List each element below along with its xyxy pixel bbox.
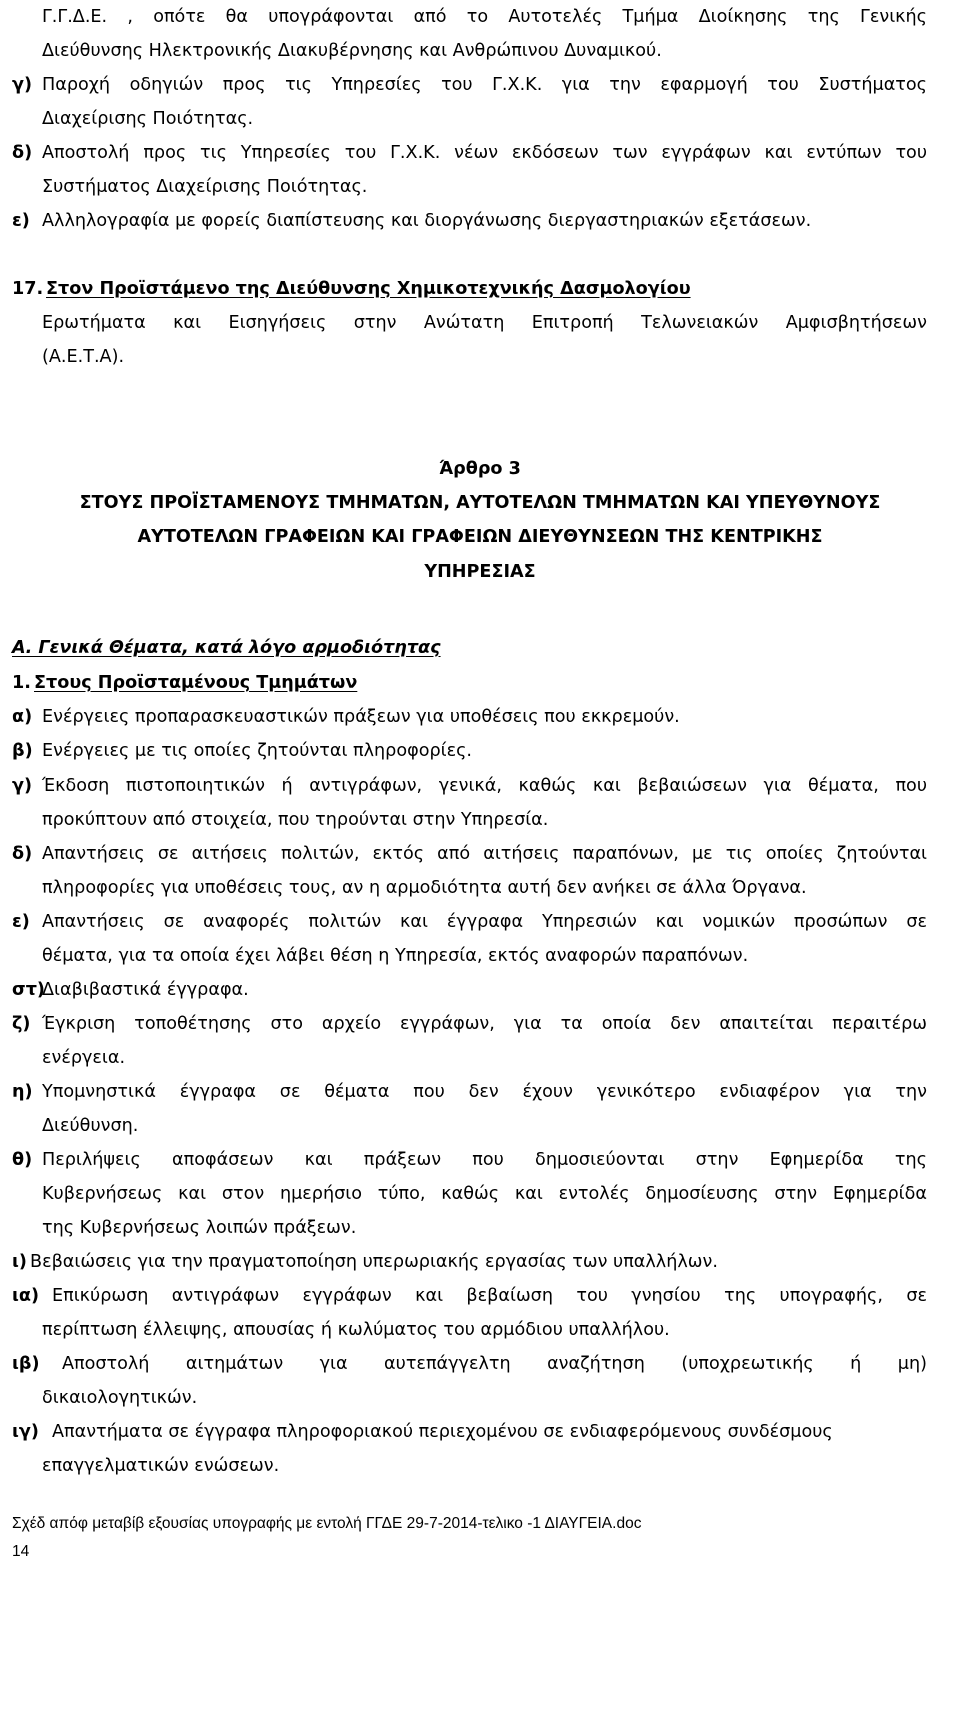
paragraph-line: προκύπτουν από στοιχεία, που τηρούνται στην Υπηρεσία. xyxy=(42,810,549,830)
article-subtitle: ΑΥΤΟΤΕΛΩΝ ΓΡΑΦΕΙΩΝ ΚΑΙ ΓΡΑΦΕΙΩΝ ΔΙΕΥΘΥΝΣΕΩΝ ΤΗΣ ΚΕΝΤΡΙΚΗΣ xyxy=(137,527,823,547)
paragraph-line: Έκδοση πιστοποιητικών ή αντιγράφων, γενικά, καθώς και βεβαιώσεων για θέματα, που xyxy=(42,776,927,796)
paragraph-line: Ερωτήματα και Εισηγήσεις στην Ανώτατη Επιτροπή Τελωνειακών Αμφισβητήσεων xyxy=(42,313,927,333)
item-label: η) xyxy=(12,1082,33,1102)
item-label: στ) xyxy=(12,980,45,1000)
item-label: ιβ) xyxy=(12,1354,40,1374)
item-label: ια) xyxy=(12,1286,39,1306)
paragraph-line: Κυβερνήσεως και στον ημερήσιο τύπο, καθώς και εντολές δημοσίευσης στην Εφημερίδα xyxy=(42,1184,927,1204)
paragraph-line: Απαντήματα σε έγγραφα πληροφοριακού περιεχομένου σε ενδιαφερόμενους συνδέσμους xyxy=(52,1422,833,1442)
paragraph-line: Περιλήψεις αποφάσεων και πράξεων που δημοσιεύονται στην Εφημερίδα της xyxy=(42,1150,927,1170)
paragraph-line: ενέργεια. xyxy=(42,1048,126,1068)
item-label: ιγ) xyxy=(12,1422,39,1442)
article-subtitle: ΥΠΗΡΕΣΙΑΣ xyxy=(424,562,536,582)
item-label: β) xyxy=(12,741,33,761)
item-label: δ) xyxy=(12,844,33,864)
item-label: ε) xyxy=(12,211,30,231)
section-heading: Α. Γενικά Θέματα, κατά λόγο αρμοδιότητας xyxy=(12,638,441,658)
paragraph-line: της Κυβερνήσεως λοιπών πράξεων. xyxy=(42,1218,357,1238)
paragraph-line: Επικύρωση αντιγράφων εγγράφων και βεβαίωση του γνησίου της υπογραφής, σε xyxy=(52,1286,927,1306)
item-label: ζ) xyxy=(12,1014,31,1034)
item-label: γ) xyxy=(12,776,33,796)
item-label: δ) xyxy=(12,143,33,163)
paragraph-line: Έγκριση τοποθέτησης στο αρχείο εγγράφων, για τα οποία δεν απαιτείται περαιτέρω xyxy=(42,1014,927,1034)
paragraph-line: Διεύθυνσης Ηλεκτρονικής Διακυβέρνησης και Ανθρώπινου Δυναμικού. xyxy=(42,41,662,61)
paragraph-line: Συστήματος Διαχείρισης Ποιότητας. xyxy=(42,177,368,197)
article-title: Άρθρο 3 xyxy=(439,459,521,479)
item-label: α) xyxy=(12,707,33,727)
paragraph-line: θέματα, για τα οποία έχει λάβει θέση η Υπηρεσία, εκτός αναφορών παραπόνων. xyxy=(42,946,749,966)
paragraph-line: Αποστολή αιτημάτων για αυτεπάγγελτη αναζήτηση (υποχρεωτικής ή μη) xyxy=(62,1354,927,1374)
item-label: θ) xyxy=(12,1150,33,1170)
item-label: γ) xyxy=(12,75,33,95)
item-number: 17. xyxy=(12,279,44,299)
paragraph-line: Παροχή οδηγιών προς τις Υπηρεσίες του Γ.Χ.Κ. για την εφαρμογή του Συστήματος xyxy=(42,75,927,95)
article-subtitle: ΣΤΟΥΣ ΠΡΟΪΣΤΑΜΕΝΟΥΣ ΤΜΗΜΑΤΩΝ, ΑΥΤΟΤΕΛΩΝ ΤΜΗΜΑΤΩΝ ΚΑΙ ΥΠΕΥΘΥΝΟΥΣ xyxy=(79,493,881,513)
paragraph-line: περίπτωση έλλειψης, απουσίας ή κωλύματος του αρμόδιου υπαλλήλου. xyxy=(42,1320,670,1340)
paragraph-line: Διαβιβαστικά έγγραφα. xyxy=(42,980,249,1000)
paragraph-line: Διαχείρισης Ποιότητας. xyxy=(42,109,254,129)
paragraph-line: Υπομνηστικά έγγραφα σε θέματα που δεν έχουν γενικότερο ενδιαφέρον για την xyxy=(42,1082,927,1102)
subsection-heading: Στους Προϊσταμένους Τμημάτων xyxy=(34,673,358,693)
paragraph-line: (Α.Ε.Τ.Α). xyxy=(42,347,125,367)
footer-filename: Σχέδ απόφ μεταβίβ εξουσίας υπογραφής με εντολή ΓΓΔΕ 29-7-2014-τελικο -1 ΔΙΑΥΓΕΙΑ.doc xyxy=(12,1515,642,1532)
paragraph-line: Ενέργειες με τις οποίες ζητούνται πληροφορίες. xyxy=(42,741,473,761)
item-label: ι) xyxy=(12,1252,27,1272)
paragraph-line: επαγγελματικών ενώσεων. xyxy=(42,1456,280,1476)
paragraph-line: Απαντήσεις σε αναφορές πολιτών και έγγραφα Υπηρεσιών και νομικών προσώπων σε xyxy=(42,912,927,932)
subsection-number: 1. xyxy=(12,673,31,693)
paragraph-line: Βεβαιώσεις για την πραγματοποίηση υπερωριακής εργασίας των υπαλλήλων. xyxy=(30,1252,718,1272)
paragraph-line: Διεύθυνση. xyxy=(42,1116,139,1136)
paragraph-line: Γ.Γ.Δ.Ε. , οπότε θα υπογράφονται από το Αυτοτελές Τμήμα Διοίκησης της Γενικής xyxy=(42,7,927,27)
item-heading: Στον Προϊστάμενο της Διεύθυνσης Χημικοτεχνικής Δασμολογίου xyxy=(46,279,691,299)
paragraph-line: Αλληλογραφία με φορείς διαπίστευσης και διοργάνωσης διεργαστηριακών εξετάσεων. xyxy=(42,211,812,231)
page-number: 14 xyxy=(12,1543,30,1560)
item-label: ε) xyxy=(12,912,30,932)
paragraph-line: πληροφορίες για υποθέσεις τους, αν η αρμοδιότητα αυτή δεν ανήκει σε άλλα Όργανα. xyxy=(42,878,807,898)
paragraph-line: Ενέργειες προπαρασκευαστικών πράξεων για υποθέσεις που εκκρεμούν. xyxy=(42,707,680,727)
paragraph-line: Αποστολή προς τις Υπηρεσίες του Γ.Χ.Κ. νέων εκδόσεων των εγγράφων και εντύπων του xyxy=(42,143,927,163)
paragraph-line: Απαντήσεις σε αιτήσεις πολιτών, εκτός από αιτήσεις παραπόνων, με τις οποίες ζητούνται xyxy=(42,844,927,864)
paragraph-line: δικαιολογητικών. xyxy=(42,1388,198,1408)
